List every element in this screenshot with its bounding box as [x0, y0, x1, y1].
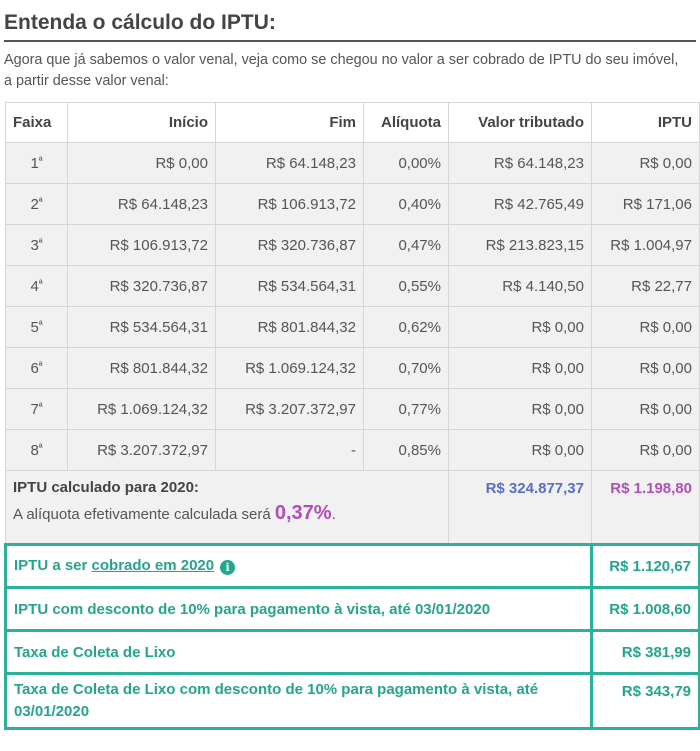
ordinal-indicator: ª	[38, 278, 43, 290]
faixa-number: 8	[30, 441, 39, 459]
taxa-lixo-label: Taxa de Coleta de Lixo	[6, 631, 592, 674]
ordinal-indicator: ª	[38, 360, 43, 372]
iptu-cell: R$ 171,06	[592, 184, 700, 225]
faixa-cell	[6, 184, 68, 225]
iptu-cell: R$ 0,00	[592, 389, 700, 430]
aliquota-cell: 0,85%	[364, 430, 449, 471]
fim-cell: R$ 106.913,72	[216, 184, 364, 225]
aliquota-cell: 0,62%	[364, 307, 449, 348]
faixa-number: 6	[30, 359, 39, 377]
section-heading: Entenda o cálculo do IPTU:	[4, 11, 276, 34]
faixa-number: 3	[30, 236, 39, 254]
valor-tributado-cell: R$ 213.823,15	[449, 225, 592, 266]
fim-cell: R$ 320.736,87	[216, 225, 364, 266]
faixa-cell	[6, 266, 68, 307]
header-iptu: IPTU	[592, 103, 700, 143]
fim-cell: R$ 1.069.124,32	[216, 348, 364, 389]
iptu-desconto-row	[6, 588, 700, 631]
valor-tributado-cell: R$ 42.765,49	[449, 184, 592, 225]
faixa-number: 7	[30, 400, 39, 418]
aliquota-cell: 0,55%	[364, 266, 449, 307]
ordinal-indicator: ª	[38, 155, 43, 167]
aliquota-cell: 0,70%	[364, 348, 449, 389]
valor-tributado-cell: R$ 0,00	[449, 307, 592, 348]
valor-tributado-cell: R$ 0,00	[449, 348, 592, 389]
iptu-desconto-label: IPTU com desconto de 10% para pagamento à vista, até 03/01/2020	[6, 588, 592, 631]
iptu-cell: R$ 0,00	[592, 430, 700, 471]
ordinal-indicator: ª	[38, 319, 43, 331]
iptu-cell: R$ 0,00	[592, 307, 700, 348]
faixa-number: 4	[30, 277, 39, 295]
effective-rate-value: 0,37%	[274, 502, 332, 524]
faixa-cell	[6, 430, 68, 471]
total-iptu: R$ 1.198,80	[592, 471, 700, 545]
iptu-desconto-value: R$ 1.008,60	[592, 588, 700, 631]
summary-row	[6, 471, 700, 545]
effective-rate-prefix: A alíquota efetivamente calculada será	[13, 506, 275, 523]
info-circle-icon[interactable]: i	[220, 560, 235, 575]
valor-tributado-cell: R$ 64.148,23	[449, 143, 592, 184]
iptu-cobrado-prefix: IPTU a ser	[14, 557, 92, 574]
fim-cell: R$ 3.207.372,97	[216, 389, 364, 430]
iptu-table	[4, 102, 700, 730]
iptu-cell: R$ 22,77	[592, 266, 700, 307]
faixa-cell	[6, 389, 68, 430]
faixa-cell	[6, 348, 68, 389]
inicio-cell: R$ 801.844,32	[68, 348, 216, 389]
ordinal-indicator: ª	[38, 196, 43, 208]
aliquota-cell: 0,00%	[364, 143, 449, 184]
faixa-cell	[6, 307, 68, 348]
valor-tributado-cell: R$ 0,00	[449, 430, 592, 471]
intro-paragraph: Agora que já sabemos o valor venal, veja como se chegou no valor a ser cobrado de IPTU do seu imóvel, a partir desse valor venal:	[4, 52, 679, 89]
fim-cell: R$ 534.564,31	[216, 266, 364, 307]
table-row	[6, 307, 700, 348]
fim-cell: R$ 801.844,32	[216, 307, 364, 348]
taxa-lixo-desconto-value: R$ 343,79	[592, 674, 700, 729]
taxa-lixo-row	[6, 631, 700, 674]
iptu-cobrado-value: R$ 1.120,67	[592, 545, 700, 588]
table-row	[6, 430, 700, 471]
iptu-cell: R$ 1.004,97	[592, 225, 700, 266]
summary-cell	[6, 471, 449, 545]
inicio-cell: R$ 0,00	[68, 143, 216, 184]
aliquota-cell: 0,40%	[364, 184, 449, 225]
cobrado-link[interactable]: cobrado em 2020	[91, 557, 215, 574]
ordinal-indicator: ª	[38, 442, 43, 454]
table-row	[6, 348, 700, 389]
header-valor-tributado: Valor tributado	[449, 103, 592, 143]
total-valor-tributado: R$ 324.877,37	[449, 471, 592, 545]
inicio-cell: R$ 1.069.124,32	[68, 389, 216, 430]
iptu-cobrado-row	[6, 545, 700, 588]
table-row	[6, 225, 700, 266]
faixa-cell	[6, 225, 68, 266]
header-inicio: Início	[68, 103, 216, 143]
aliquota-cell: 0,47%	[364, 225, 449, 266]
taxa-lixo-value: R$ 381,99	[592, 631, 700, 674]
heading-divider	[4, 40, 696, 42]
inicio-cell: R$ 534.564,31	[68, 307, 216, 348]
ordinal-indicator: ª	[38, 401, 43, 413]
header-aliquota: Alíquota	[364, 103, 449, 143]
fim-cell: R$ 64.148,23	[216, 143, 364, 184]
header-fim: Fim	[216, 103, 364, 143]
aliquota-cell: 0,77%	[364, 389, 449, 430]
fim-cell: -	[216, 430, 364, 471]
inicio-cell: R$ 320.736,87	[68, 266, 216, 307]
iptu-cobrado-label	[6, 545, 592, 588]
faixa-number: 2	[30, 195, 39, 213]
taxa-lixo-desconto-label: Taxa de Coleta de Lixo com desconto de 10% para pagamento à vista, até 03/01/2020	[6, 674, 592, 729]
inicio-cell: R$ 106.913,72	[68, 225, 216, 266]
ordinal-indicator: ª	[38, 237, 43, 249]
table-row	[6, 184, 700, 225]
iptu-cell: R$ 0,00	[592, 143, 700, 184]
table-row	[6, 266, 700, 307]
header-faixa: Faixa	[6, 103, 68, 143]
valor-tributado-cell: R$ 0,00	[449, 389, 592, 430]
effective-rate-suffix: .	[331, 506, 336, 523]
taxa-lixo-desconto-row	[6, 674, 700, 729]
iptu-cell: R$ 0,00	[592, 348, 700, 389]
valor-tributado-cell: R$ 4.140,50	[449, 266, 592, 307]
table-row	[6, 143, 700, 184]
table-row	[6, 389, 700, 430]
inicio-cell: R$ 64.148,23	[68, 184, 216, 225]
inicio-cell: R$ 3.207.372,97	[68, 430, 216, 471]
faixa-number: 1	[30, 154, 39, 172]
effective-rate-line	[13, 502, 441, 525]
faixa-cell	[6, 143, 68, 184]
table-header-row	[6, 103, 700, 143]
summary-title: IPTU calculado para 2020:	[13, 479, 199, 496]
faixa-number: 5	[30, 318, 39, 336]
